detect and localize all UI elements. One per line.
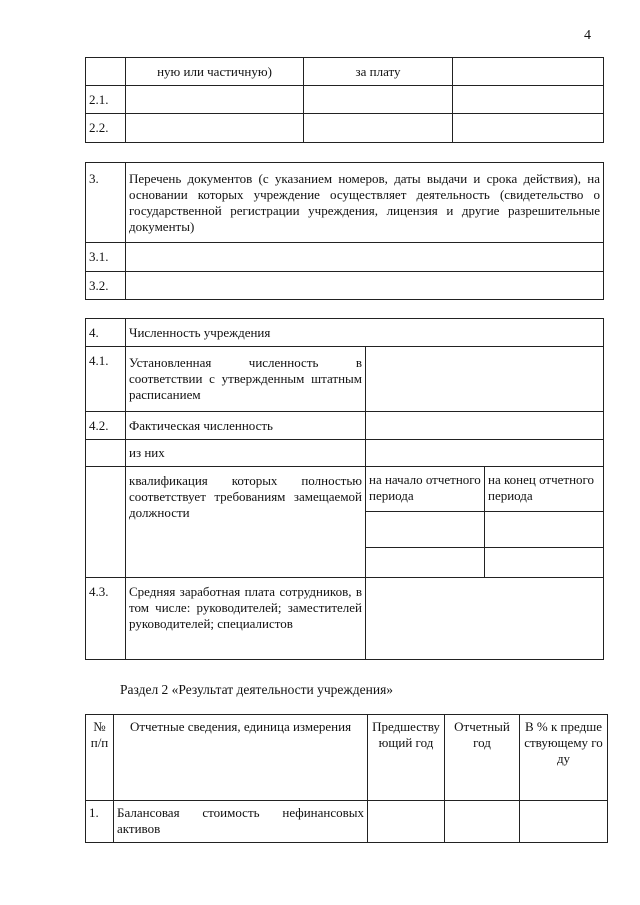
row-number: 4. xyxy=(86,319,126,347)
cell-empty xyxy=(453,114,604,143)
staff-heading: Численность учреждения xyxy=(126,319,604,347)
period-start-label: на начало отчетного периода xyxy=(366,467,485,512)
row-number: 3. xyxy=(86,163,126,243)
qualification-label: квалификация которых полностью соответствует требованиям замещаемой должности xyxy=(126,467,366,578)
period-end-label: на конец отчетного периода xyxy=(485,467,604,512)
cell-paid: за плату xyxy=(304,58,453,86)
page-number: 4 xyxy=(584,28,591,43)
cell-empty xyxy=(366,578,604,660)
cell-empty xyxy=(86,440,126,467)
table-row xyxy=(86,467,604,512)
actual-staff-label: Фактическая численность xyxy=(126,412,366,440)
table-row xyxy=(86,347,604,412)
header-report-year: Отчетный год xyxy=(445,715,520,801)
cell-empty xyxy=(86,58,126,86)
cell-empty xyxy=(304,114,453,143)
cell-empty xyxy=(366,347,604,412)
cell-empty xyxy=(366,512,485,548)
table-results xyxy=(85,714,608,843)
cell-empty xyxy=(485,512,604,548)
table-row xyxy=(86,58,604,86)
table-row xyxy=(86,440,604,467)
table-row xyxy=(86,578,604,660)
section-2-title: Раздел 2 «Результат деятельности учреждения» xyxy=(120,682,394,697)
documents-description: Перечень документов (с указанием номеров, даты выдачи и срока действия), на основании которых учреждение осуществляет деятельность (свидетельство о государственной регистрации учреждения, лицензия и другие разрешительные документы) xyxy=(126,163,604,243)
cell-empty xyxy=(453,86,604,114)
cell-empty xyxy=(126,86,304,114)
cell-empty xyxy=(126,243,604,272)
cell-empty xyxy=(126,272,604,300)
row-number: 4.2. xyxy=(86,412,126,440)
table-staff xyxy=(85,318,604,660)
table-row xyxy=(86,163,604,243)
header-number: № п/п xyxy=(86,715,114,801)
cell-partial: ную или частичную) xyxy=(126,58,304,86)
row-number: 1. xyxy=(86,801,114,843)
cell-empty xyxy=(86,467,126,578)
row-number: 4.3. xyxy=(86,578,126,660)
row-number: 2.2. xyxy=(86,114,126,143)
header-info: Отчетные сведения, единица измерения xyxy=(114,715,368,801)
table-row xyxy=(86,801,608,843)
table-row xyxy=(86,412,604,440)
cell-empty xyxy=(445,801,520,843)
table-row xyxy=(86,86,604,114)
table-row xyxy=(86,243,604,272)
cell-empty xyxy=(366,412,604,440)
table-row xyxy=(86,319,604,347)
of-them-label: из них xyxy=(126,440,366,467)
cell-empty xyxy=(453,58,604,86)
average-salary-label: Средняя заработная плата сотрудников, в том числе: руководителей; заместителей руководителей; специалистов xyxy=(126,578,366,660)
cell-empty xyxy=(520,801,608,843)
cell-empty xyxy=(485,548,604,578)
cell-empty xyxy=(366,548,485,578)
book-value-label: Балансовая стоимость нефинансовых активов xyxy=(114,801,368,843)
table-services xyxy=(85,57,604,143)
cell-empty xyxy=(366,440,604,467)
row-number: 4.1. xyxy=(86,347,126,412)
row-number: 2.1. xyxy=(86,86,126,114)
row-number: 3.1. xyxy=(86,243,126,272)
table-row xyxy=(86,715,608,801)
established-staff-label: Установленная численность в соответствии с утвержденным штатным расписанием xyxy=(126,347,366,412)
header-previous-year: Предшествующий год xyxy=(368,715,445,801)
table-documents xyxy=(85,162,604,300)
table-row xyxy=(86,114,604,143)
table-row xyxy=(86,272,604,300)
cell-empty xyxy=(304,86,453,114)
row-number: 3.2. xyxy=(86,272,126,300)
cell-empty xyxy=(126,114,304,143)
header-percent: В % к предшествующему году xyxy=(520,715,608,801)
cell-empty xyxy=(368,801,445,843)
